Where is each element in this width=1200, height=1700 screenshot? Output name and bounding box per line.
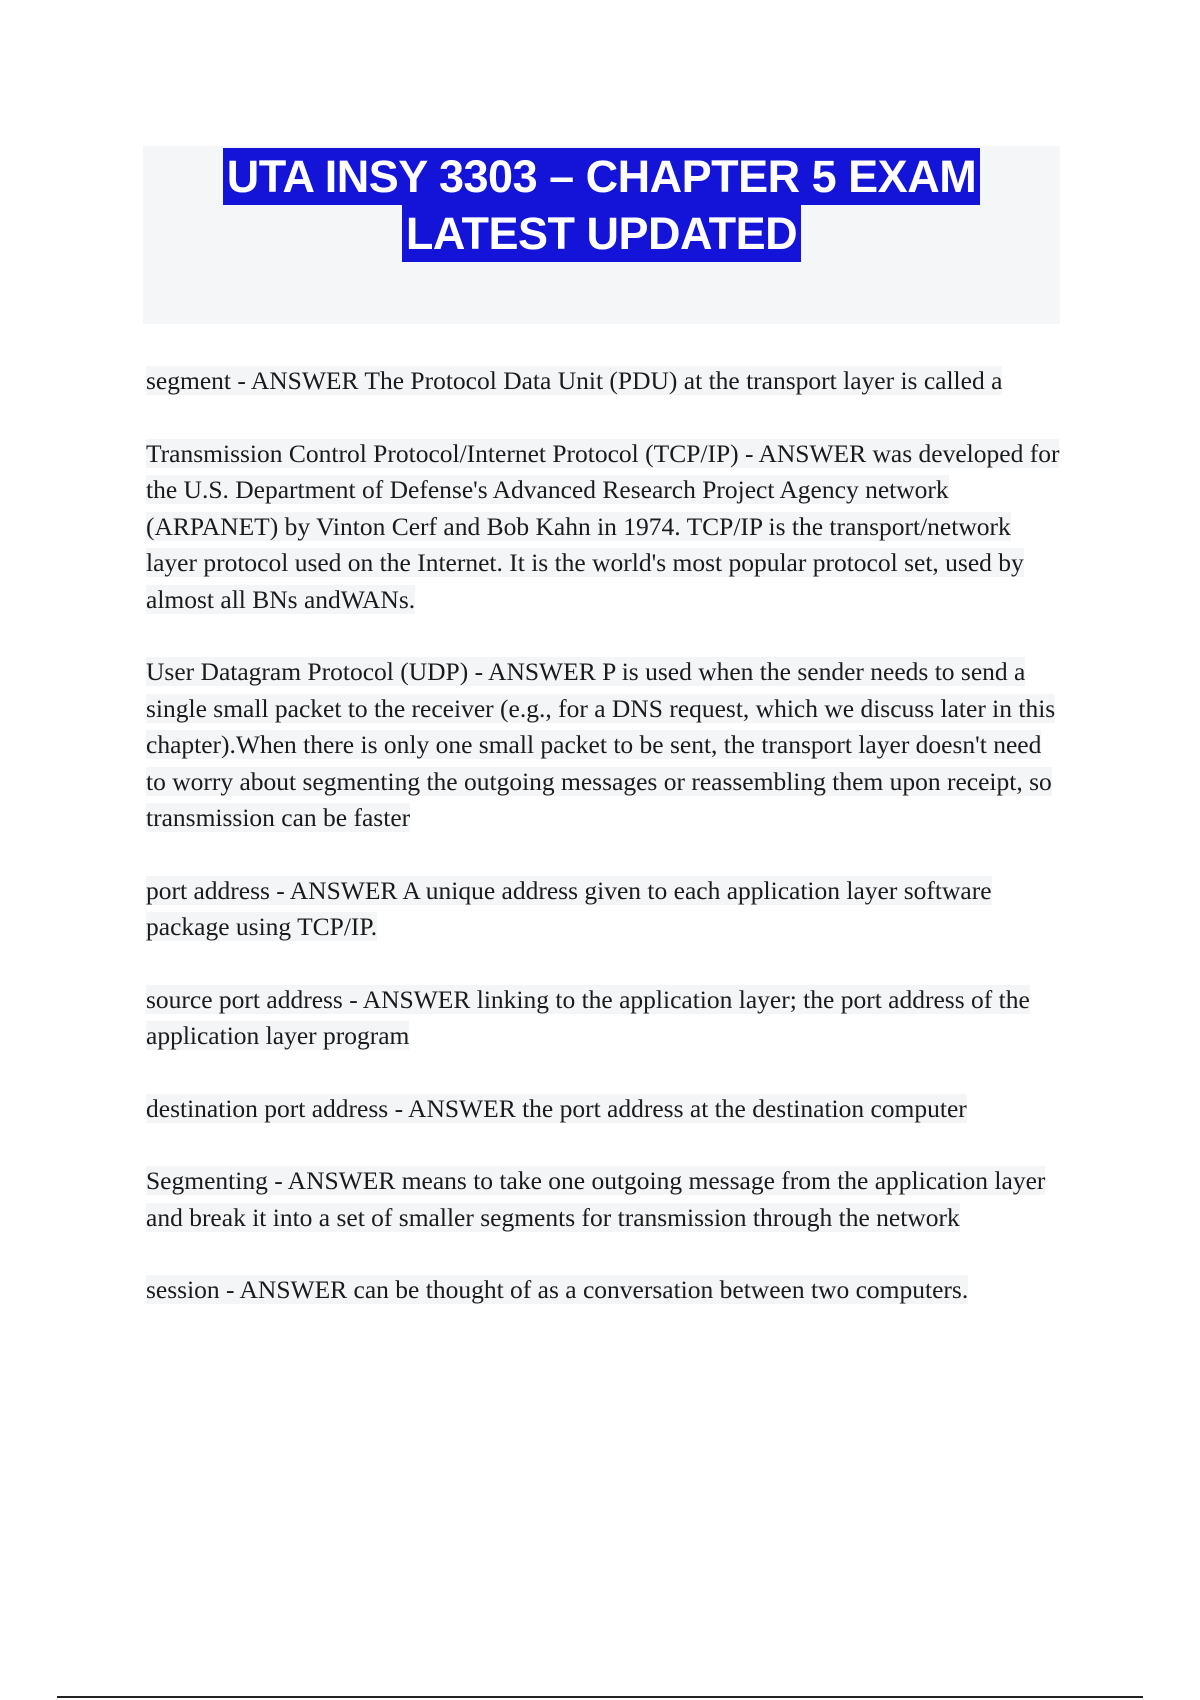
qa-item-text: Transmission Control Protocol/Internet Protocol (TCP/IP) - ANSWER was developed for the U.S. Department of Defense's Advanced Research Project Agency network (ARPANET) by Vinton Cerf and Bob Kahn in 1974. TCP/IP is the transport/network layer protocol used on the Internet. It is the world's most popular protocol set, used by almost all BNs andWANs.: [146, 438, 1060, 614]
qa-item: [146, 873, 1066, 946]
qa-item: [146, 1163, 1066, 1236]
qa-item-text: port address - ANSWER A unique address given to each application layer software package using TCP/IP.: [146, 875, 992, 941]
qa-item: [146, 1091, 1066, 1128]
qa-list: [146, 363, 1066, 1345]
qa-item-text: session - ANSWER can be thought of as a conversation between two computers.: [146, 1275, 969, 1304]
qa-item-text: source port address - ANSWER linking to the application layer; the port address of the application layer program: [146, 984, 1030, 1050]
qa-item: [146, 363, 1066, 400]
document-title-line-2: LATEST UPDATED: [402, 205, 801, 262]
footer-divider: [57, 1696, 1143, 1698]
qa-item: [146, 436, 1066, 619]
qa-item-text: segment - ANSWER The Protocol Data Unit (PDU) at the transport layer is called a: [146, 366, 1003, 395]
qa-item: [146, 982, 1066, 1055]
qa-item-text: User Datagram Protocol (UDP) - ANSWER P is used when the sender needs to send a single small packet to the receiver (e.g., for a DNS request, which we discuss later in this chapter).When there is only one small packet to be sent, the transport layer doesn't need to worry about segmenting the outgoing messages or reassembling them upon receipt, so transmission can be faster: [146, 657, 1056, 832]
qa-item: [146, 1272, 1066, 1309]
qa-item: [146, 654, 1066, 837]
qa-item-text: destination port address - ANSWER the port address at the destination computer: [146, 1093, 967, 1123]
qa-item-text: Segmenting - ANSWER means to take one outgoing message from the application layer and break it into a set of smaller segments for transmission through the network: [146, 1166, 1046, 1232]
document-title-line-1: UTA INSY 3303 – CHAPTER 5 EXAM: [223, 148, 980, 205]
document-title-block: [143, 146, 1060, 324]
